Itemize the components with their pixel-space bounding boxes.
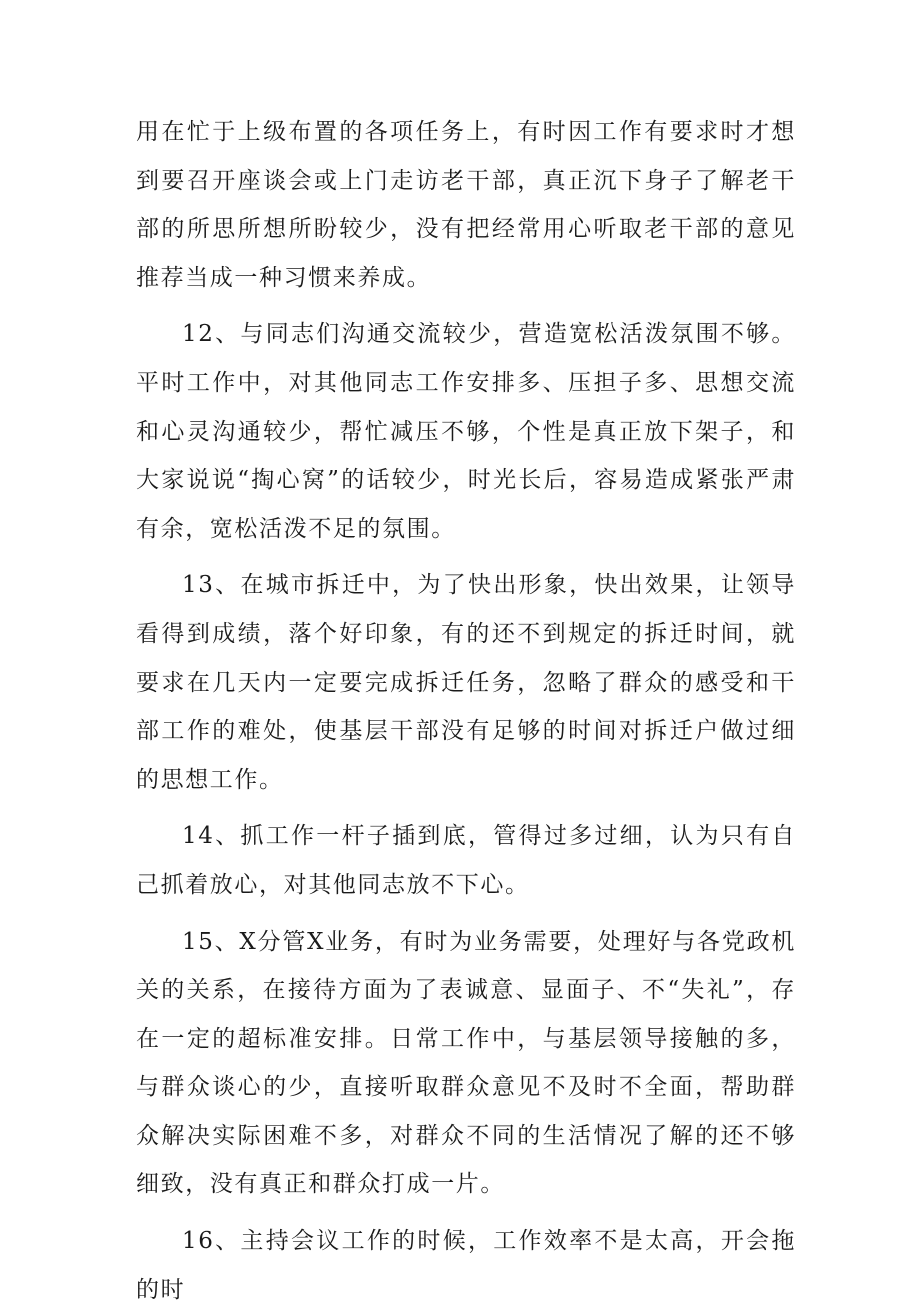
paragraph-item-14: 14、抓工作一杆子插到底，管得过多过细，认为只有自己抓着放心，对其他同志放不下心。	[136, 823, 796, 898]
document-body	[136, 108, 796, 1314]
paragraph-continuation: 用在忙于上级布置的各项任务上，有时因工作有要求时才想到要召开座谈会或上门走访老干部，真正沉下身子了解老干部的所思所想所盼较少，没有把经常用心听取老干部的意见推荐当成一种习惯来养成。	[136, 119, 796, 291]
paragraph-item-12: 12、与同志们沟通交流较少，营造宽松活泼氛围不够。平时工作中，对其他同志工作安排多、压担子多、思想交流和心灵沟通较少，帮忙减压不够，个性是真正放下架子，和大家说说“掏心窝”的话较少，时光长后，容易造成紧张严肃有余，宽松活泼不足的氛围。	[136, 321, 796, 542]
paragraph-item-13: 13、在城市拆迁中，为了快出形象，快出效果，让领导看得到成绩，落个好印象，有的还不到规定的拆迁时间，就要求在几天内一定要完成拆迁任务，忽略了群众的感受和干部工作的难处，使基层干部没有足够的时间对拆迁户做过细的思想工作。	[136, 572, 796, 793]
paragraph-item-16: 16、主持会议工作的时候，工作效率不是太高，开会拖的时	[136, 1228, 796, 1303]
paragraph-item-15: 15、X分管X业务，有时为业务需要，处理好与各党政机关的关系，在接待方面为了表诚意、显面子、不“失礼”，存在一定的超标准安排。日常工作中，与基层领导接触的多，与群众谈心的少，直接听取群众意见不及时不全面，帮助群众解决实际困难不多，对群众不同的生活情况了解的还不够细致，没有真正和群众打成一片。	[136, 928, 796, 1198]
